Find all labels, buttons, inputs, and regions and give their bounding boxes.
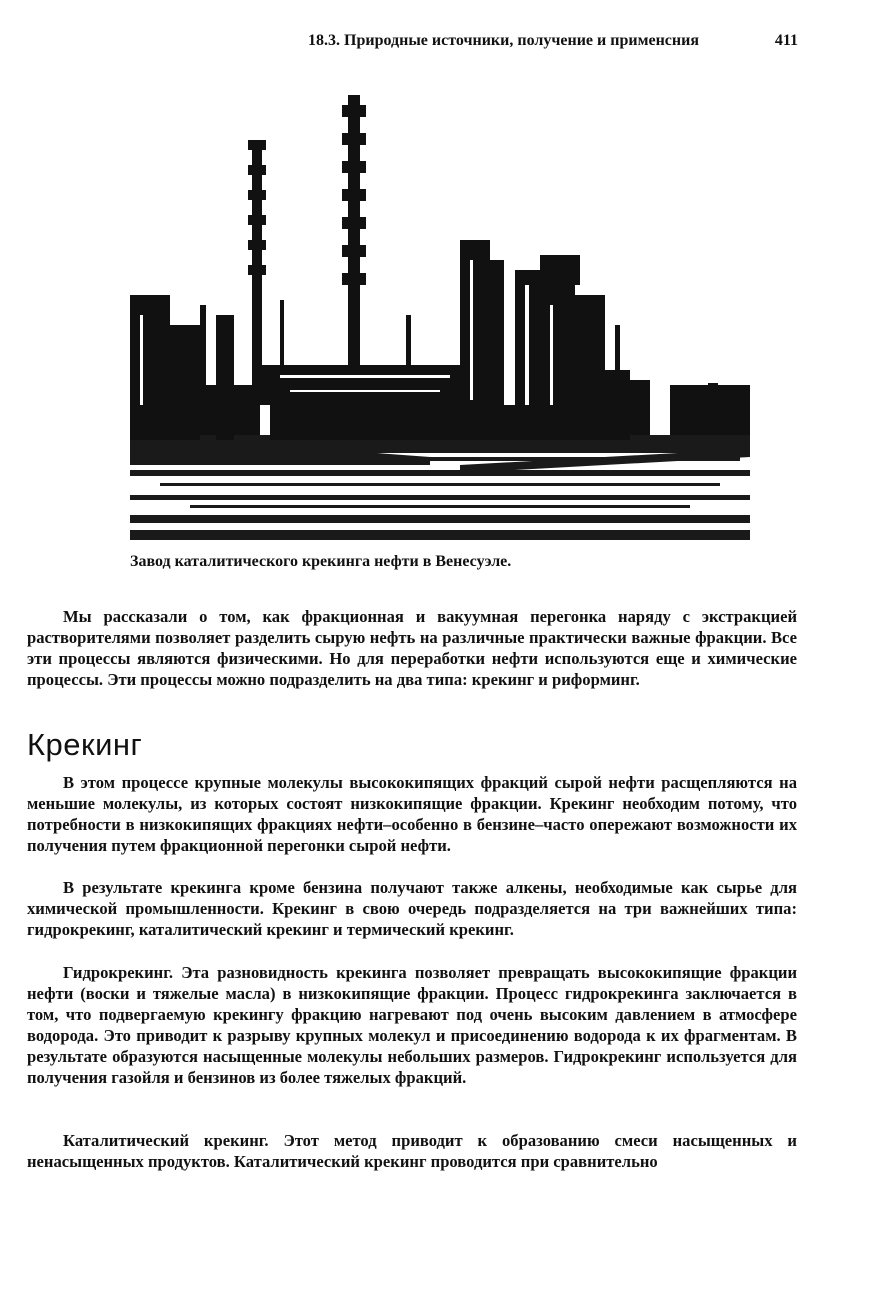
section-title: 18.3. Природные источники, получение и применсния	[308, 32, 699, 49]
catalytic-paragraph	[27, 1130, 797, 1172]
figure-caption: Завод каталитического крекинга нефти в Венесуэле.	[130, 553, 512, 570]
catalytic-term: Каталитический крекинг.	[63, 1131, 269, 1150]
hydrocracking-paragraph	[27, 962, 797, 1088]
page-number: 411	[774, 32, 798, 49]
intro-paragraph: Мы рассказали о том, как фракционная и вакуумная перегонка наряду с экстракцией растворителями позволяет разделить сырую нефть на различные практически важные фракции. Все эти процессы являются физическими. Но для переработки нефти используются еще и химические процессы. Эти процессы можно подразделить на два типа: крекинг и риформинг.	[27, 607, 797, 689]
catalytic-text: Этот метод приводит к образованию смеси насыщенных и ненасыщенных продуктов. Каталитический крекинг проводится при сравнительно	[27, 1131, 797, 1171]
hydrocracking-text: Эта разновидность крекинга позволяет превращать высококипящие фракции нефти (воски и тяжелые масла) в низкокипящие фракции. Процесс гидрокрекинга заключается в том, что подвергаемую крекингу фракцию нагревают под очень высоким давлением в атмосфере водорода. Это приводит к разрыву крупных молекул и присоединению водорода к их фрагментам. В результате образуются насыщенные молекулы небольших размеров. Гидрокрекинг используется для получения газойля и бензинов из более тяжелых фракций.	[27, 963, 797, 1087]
running-header	[308, 32, 798, 54]
hydrocracking-term: Гидрокрекинг.	[63, 963, 174, 982]
section-heading: Крекинг	[27, 727, 143, 762]
paragraph-2: В результате крекинга кроме бензина получают также алкены, необходимые как сырье для химической промышленности. Крекинг в свою очередь подразделяется на три важнейших типа: гидрокрекинг, каталитический крекинг и термический крекинг.	[27, 878, 797, 939]
refinery-photo	[130, 85, 750, 543]
paragraph-1: В этом процессе крупные молекулы высококипящих фракций сырой нефти расщепляются на меньшие молекулы, из которых состоят низкокипящие фракции. Крекинг необходим потому, что потребности в низкокипящих фракциях нефти–особенно в бензине–часто опережают возможности их получения путем фракционной перегонки сырой нефти.	[27, 773, 797, 855]
